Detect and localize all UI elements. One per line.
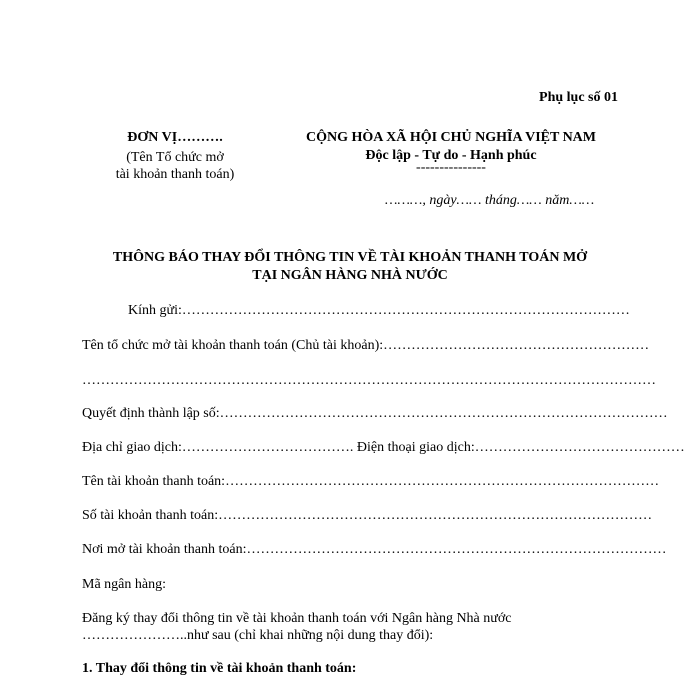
appendix-label: Phụ lục số 01 [539,90,618,105]
national-title: CỘNG HÒA XÃ HỘI CHỦ NGHĨA VIỆT NAM [305,130,596,145]
org-block [95,130,255,183]
field-bank-code: Mã ngân hàng: [82,577,166,592]
org-sub-line2: tài khoản thanh toán) [115,167,235,182]
field-account-place: Nơi mở tài khoản thanh toán:……………………………………………………………………………… [82,542,667,557]
national-header [290,130,612,176]
date-line: ………, ngày…… tháng…… năm…… [385,193,595,208]
header-rule: --------------- [416,160,486,175]
field-account-number: Số tài khoản thanh toán:………………………………………………………………………………… [82,508,653,523]
field-decision: Quyết định thành lập số:…………………………………………………………………………………… [82,406,668,421]
org-label: ĐƠN VỊ………. [127,130,223,145]
org-sub-line1: (Tên Tổ chức mở [126,150,224,165]
document-title-line2: TẠI NGÂN HÀNG NHÀ NƯỚC [252,268,448,283]
register-line1: Đăng ký thay đổi thông tin về tài khoản thanh toán với Ngân hàng Nhà nước [82,611,512,626]
field-org-name-cont: …………………………………………………………………………………………………………… [82,373,656,388]
document-title-line1: THÔNG BÁO THAY ĐỔI THÔNG TIN VỀ TÀI KHOẢN THANH TOÁN MỞ [112,250,588,265]
register-line2: …………………..như sau (chỉ khai những nội dung thay đổi): [82,628,434,643]
national-motto: Độc lập - Tự do - Hạnh phúc [365,148,537,163]
section1-heading: 1. Thay đổi thông tin về tài khoản thanh toán: [82,661,357,676]
document-title [80,250,620,284]
field-address: Địa chỉ giao dịch:………………………………. Điện thoại giao dịch:……………………………………… [82,440,685,455]
field-account-name: Tên tài khoản thanh toán:………………………………………………………………………………… [82,474,660,489]
field-org-name: Tên tổ chức mở tài khoản thanh toán (Chủ tài khoản):………………………………………………… [82,338,650,353]
addressee-line: Kính gửi:…………………………………………………………………………………… [128,303,630,318]
